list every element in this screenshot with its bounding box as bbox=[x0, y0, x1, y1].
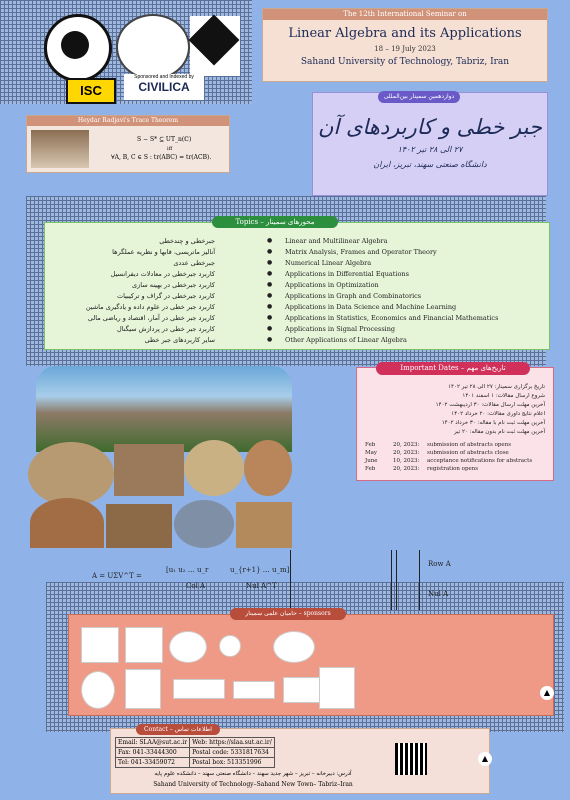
contact-address-fa: آدرس: دبیرخانه – تبریز – شهر جدید سهند – دانشگاه صنعتی سهند – دانشکده علوم پایه bbox=[154, 771, 352, 777]
conference-title: Linear Algebra and its Applications bbox=[288, 26, 522, 41]
topic-bullet-icon: ● bbox=[267, 248, 273, 255]
topics-box bbox=[44, 222, 550, 350]
contact-table bbox=[115, 737, 275, 768]
topic-row bbox=[45, 325, 549, 335]
date-fa: اعلام نتایج داوری مقالات: ۲۰ خرداد ۱۴۰۲ bbox=[451, 411, 545, 417]
svd-row-a: Row A bbox=[428, 560, 451, 568]
contact-fax: Fax: 041-33444300 bbox=[116, 748, 190, 758]
topic-row bbox=[45, 336, 549, 346]
topic-en: Applications in Optimization bbox=[285, 281, 379, 289]
campus-photo-main bbox=[36, 366, 292, 452]
topic-row bbox=[45, 270, 549, 280]
topic-row bbox=[45, 281, 549, 291]
contact-box bbox=[110, 728, 490, 794]
topic-fa: جبرخطی عددی bbox=[173, 259, 215, 267]
persian-pill: دوازدهمین سمینار بین‌المللی bbox=[378, 91, 460, 103]
date-en bbox=[365, 442, 511, 450]
topic-en: Linear and Multilinear Algebra bbox=[285, 237, 388, 245]
svd-col-a: Col A bbox=[186, 582, 206, 590]
historic-photo-8 bbox=[236, 502, 292, 548]
historic-photo-4 bbox=[244, 440, 292, 496]
date-month: June bbox=[365, 458, 378, 464]
svd-nul-at: Nul A^T bbox=[246, 582, 277, 590]
topic-en: Applications in Data Science and Machine Learning bbox=[285, 303, 457, 311]
topic-fa: کاربرد جبر خطی در علوم داده و یادگیری ماشین bbox=[85, 303, 215, 311]
date-fa: آخرین مهلت ثبت نام بدون مقاله: ۲۰ تیر bbox=[454, 429, 545, 435]
topic-en: Applications in Signal Processing bbox=[285, 325, 396, 333]
sut-logo bbox=[190, 16, 240, 76]
sponsor-logo-3 bbox=[169, 631, 207, 663]
date-day: 20, 2023: bbox=[393, 466, 420, 472]
topic-fa: کاربرد جبر خطی در آمار، اقتصاد و ریاضی مالی bbox=[87, 314, 215, 322]
contact-email[interactable]: Email: SLAA@sut.ac.ir bbox=[116, 738, 190, 748]
topic-row bbox=[45, 314, 549, 324]
historic-photo-3 bbox=[184, 440, 244, 496]
contact-pill: Contact – اطلاعات تماس bbox=[136, 724, 220, 735]
historic-photo-1 bbox=[28, 442, 114, 506]
topic-en: Applications in Graph and Combinatorics bbox=[285, 292, 422, 300]
persian-title: جبر خطی و کاربردهای آن bbox=[318, 115, 542, 139]
date-text: acceptance notifications for abstracts bbox=[427, 458, 533, 464]
topic-fa: سایر کاربردهای جبر خطی bbox=[144, 336, 215, 344]
qr-code bbox=[395, 743, 427, 775]
topic-bullet-icon: ● bbox=[267, 336, 273, 343]
theorem-line-2: iff bbox=[167, 146, 173, 152]
topic-row bbox=[45, 303, 549, 313]
historic-photo-2 bbox=[114, 444, 184, 496]
topic-row bbox=[45, 292, 549, 302]
sponsor-logo-4 bbox=[219, 635, 241, 657]
date-month: Feb bbox=[365, 442, 376, 448]
theorem-box bbox=[26, 115, 230, 173]
contact-web[interactable]: Web: https://slaa.sut.ac.ir/ bbox=[190, 738, 275, 748]
date-fa: تاریخ برگزاری سمینار: ۲۷ الی ۲۸ تیر ۱۴۰۲ bbox=[448, 384, 545, 390]
theorem-heading: Heydar Radjavi's Trace Theorem bbox=[27, 116, 229, 126]
svd-sigma-matrix bbox=[290, 550, 392, 610]
persian-university: دانشگاه صنعتی سهند، تبریز، ایران bbox=[373, 160, 487, 169]
topic-fa: کاربرد جبر خطی در پردازش سیگنال bbox=[116, 325, 215, 333]
svd-nul-a: Nul A bbox=[428, 590, 449, 598]
topic-bullet-icon: ● bbox=[267, 270, 273, 277]
topic-en: Numerical Linear Algebra bbox=[285, 259, 372, 267]
sponsor-logo-8 bbox=[125, 669, 161, 709]
svd-lhs: A = UΣV^T = bbox=[92, 572, 142, 580]
header-box bbox=[262, 8, 548, 82]
topic-bullet-icon: ● bbox=[267, 303, 273, 310]
date-month: May bbox=[365, 450, 378, 456]
important-dates-pill: Important Dates – تاریخ‌های مهم bbox=[376, 362, 530, 375]
historic-photo-5 bbox=[30, 498, 104, 548]
topic-row bbox=[45, 237, 549, 247]
sponsor-logo-6 bbox=[273, 631, 315, 663]
date-text: submission of abstracts opens bbox=[427, 442, 512, 448]
conference-university: Sahand University of Technology, Tabriz, Iran bbox=[300, 57, 510, 67]
sponsor-logo-10 bbox=[233, 681, 275, 699]
svd-u-null: u_{r+1} … u_m] bbox=[230, 566, 290, 574]
date-fa: آخرین مهلت ثبت نام با مقاله: ۳۰ خرداد ۱۴۰۲ bbox=[441, 420, 545, 426]
university-seal-logo bbox=[44, 14, 112, 82]
civilica-label: CIVILICA bbox=[138, 80, 190, 94]
sponsor-logo-7 bbox=[81, 671, 115, 709]
date-day: 10, 2023: bbox=[393, 458, 420, 464]
topic-en: Other Applications of Linear Algebra bbox=[285, 336, 407, 344]
date-en bbox=[365, 466, 478, 474]
date-text: registration opens bbox=[427, 466, 479, 472]
sponsors-pill: حامیان علمی سمینار – sponsors bbox=[230, 608, 346, 620]
topic-bullet-icon: ● bbox=[267, 325, 273, 332]
date-en bbox=[365, 458, 532, 466]
topic-bullet-icon: ● bbox=[267, 259, 273, 266]
scroll-up-icon-2[interactable]: ▲ bbox=[478, 752, 492, 766]
persian-header-box bbox=[312, 92, 548, 196]
topic-bullet-icon: ● bbox=[267, 237, 273, 244]
topic-fa: کاربرد جبرخطی در بهینه سازی bbox=[131, 281, 215, 289]
sponsor-logo-9 bbox=[173, 679, 225, 699]
topic-en: Applications in Differential Equations bbox=[285, 270, 409, 278]
sponsor-logo-1 bbox=[81, 627, 119, 663]
sponsor-logo-12 bbox=[319, 667, 355, 709]
date-month: Feb bbox=[365, 466, 376, 472]
date-fa: آخرین مهلت ارسال مقالات: ۳۰ اردیبهشت ۱۴۰۲ bbox=[435, 402, 545, 408]
radjavi-photo bbox=[31, 130, 89, 168]
ims-logo bbox=[116, 14, 190, 80]
contact-tel: Tel: 041-33459072 bbox=[116, 758, 190, 768]
theorem-line-3: ∀A, B, C ∈ S : tr(ABC) = tr(ACB). bbox=[111, 154, 212, 161]
date-fa: شروع ارسال مقالات: ۱ اسفند ۱۴۰۱ bbox=[462, 393, 545, 399]
topic-bullet-icon: ● bbox=[267, 314, 273, 321]
topics-pill: Topics – محورهای سمینار bbox=[212, 216, 338, 228]
isc-logo: ISC bbox=[66, 78, 116, 104]
svd-u-block: [u₁ u₂ … u_r bbox=[166, 566, 209, 574]
date-day: 20, 2023: bbox=[393, 442, 420, 448]
topic-en: Applications in Statistics, Economics and Financial Mathematics bbox=[285, 314, 499, 322]
topic-row bbox=[45, 248, 549, 258]
historic-photo-7 bbox=[174, 500, 234, 548]
svd-equation bbox=[92, 548, 484, 614]
conference-dates: 18 – 19 July 2023 bbox=[374, 45, 436, 53]
date-en bbox=[365, 450, 509, 458]
historic-photo-6 bbox=[106, 504, 172, 548]
topic-row bbox=[45, 259, 549, 269]
topic-bullet-icon: ● bbox=[267, 292, 273, 299]
topic-fa: جبرخطی و چندخطی bbox=[159, 237, 215, 245]
theorem-line-1: S − S* ⊆ UT_n(ℂ) bbox=[137, 136, 192, 143]
persian-dates: ۲۷ الی ۲۸ تیر ۱۴۰۲ bbox=[397, 145, 463, 154]
contact-postbox: Postal box: 513351996 bbox=[190, 758, 275, 768]
topic-fa: آنالیز ماتریسی، قابها و نظریه عملگرها bbox=[112, 248, 215, 256]
campus-photo-collage bbox=[28, 364, 292, 548]
topic-fa: کاربرد جبرخطی در گراف و ترکیبیات bbox=[116, 292, 215, 300]
date-text: submission of abstracts close bbox=[427, 450, 509, 456]
svd-vt-matrix bbox=[396, 550, 420, 610]
scroll-up-icon[interactable]: ▲ bbox=[540, 686, 554, 700]
contact-address-en: Sahand University of Technology–Sahand New Town– Tabriz–Iran bbox=[153, 781, 353, 788]
civilica-logo bbox=[124, 74, 204, 100]
contact-postal: Postal code: 5331817634 bbox=[190, 748, 275, 758]
seminar-line: The 12th International Seminar on bbox=[263, 9, 547, 20]
civilica-sub: Sponsored and Indexed by bbox=[134, 74, 194, 80]
important-dates-box bbox=[356, 367, 554, 481]
topic-bullet-icon: ● bbox=[267, 281, 273, 288]
sponsors-box bbox=[68, 614, 554, 716]
sponsor-logo-2 bbox=[125, 627, 163, 663]
topic-fa: کاربرد جبرخطی در معادلات دیفرانسیل bbox=[110, 270, 215, 278]
topic-en: Matrix Analysis, Frames and Operator Theory bbox=[285, 248, 437, 256]
date-day: 20, 2023: bbox=[393, 450, 420, 456]
